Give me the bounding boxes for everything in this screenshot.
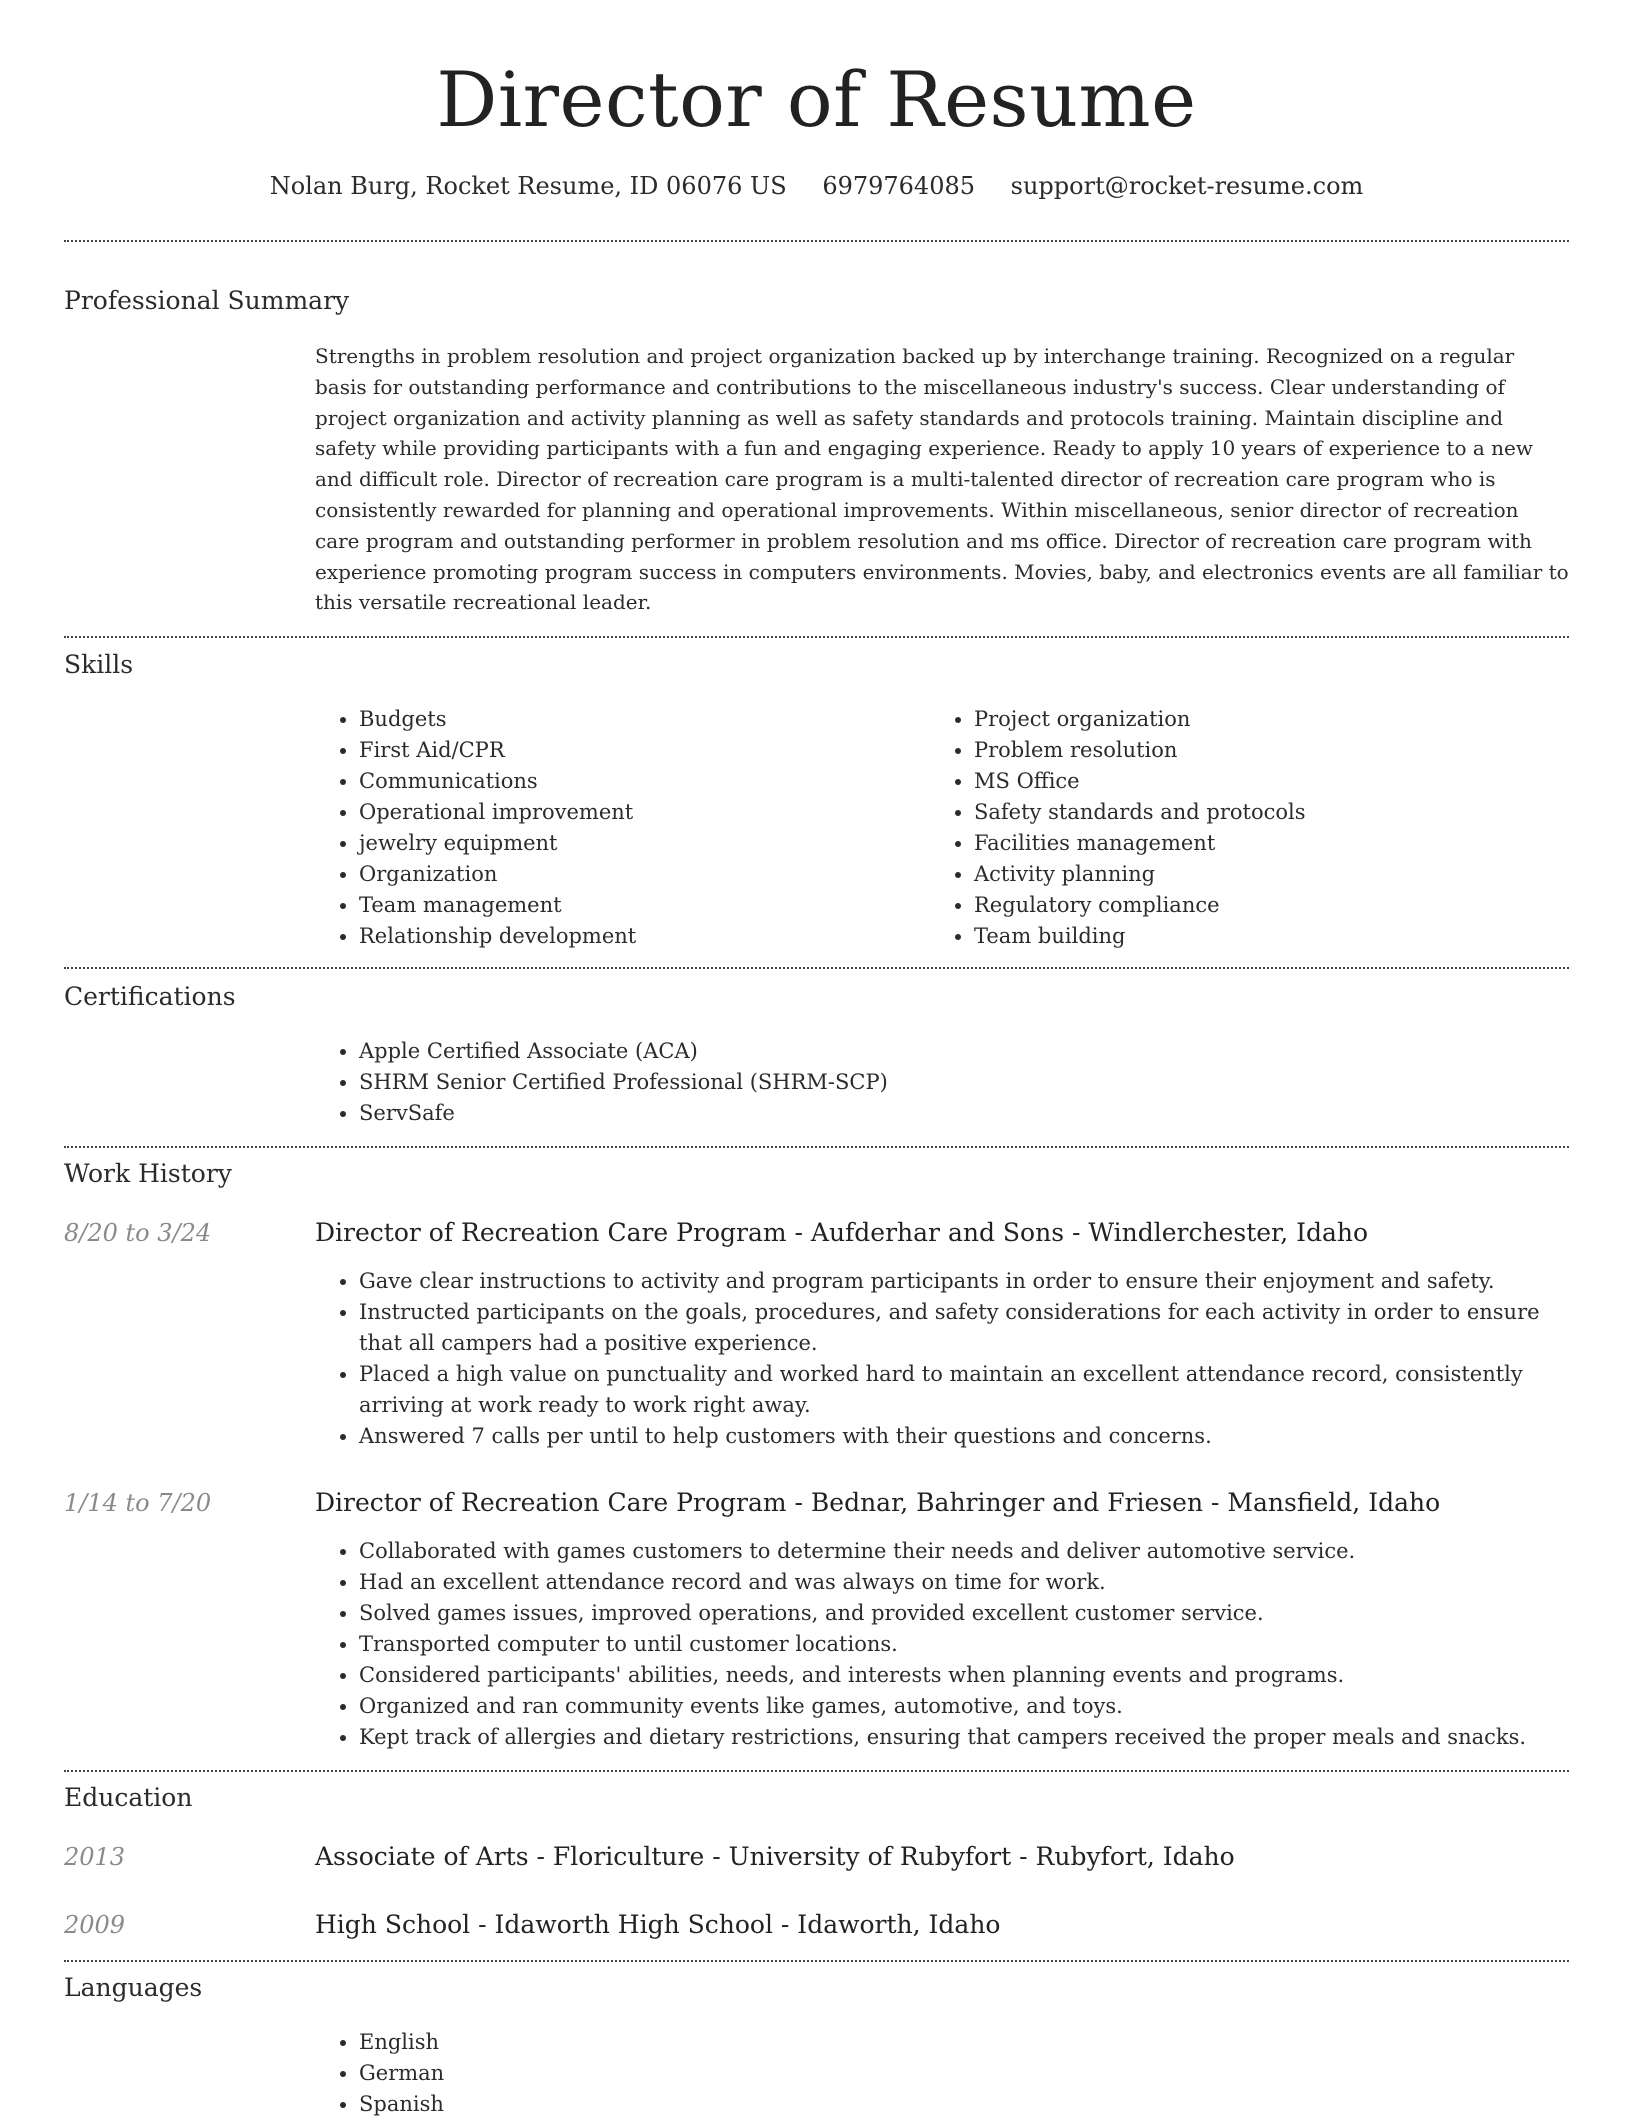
certification-item: • SHRM Senior Certified Professional (SHRM-SCP) — [359, 1067, 1359, 1098]
skill-item: • Team management — [359, 890, 919, 921]
section-divider — [64, 967, 1569, 969]
job-bullet: • Considered participants' abilities, needs, and interests when planning events and programs. — [359, 1660, 1569, 1691]
section-divider — [64, 1146, 1569, 1148]
certification-item: • Apple Certified Associate (ACA) — [359, 1036, 1359, 1067]
skills-list-right — [930, 704, 1574, 952]
job-bullet: • Had an excellent attendance record and was always on time for work. — [359, 1567, 1569, 1598]
skill-item: • Communications — [359, 766, 919, 797]
job-title: Director of Recreation Care Program - Bednar, Bahringer and Friesen - Mansfield, Idaho — [315, 1488, 1441, 1517]
language-item: • German — [359, 2058, 959, 2089]
job-bullet: • Collaborated with games customers to determine their needs and deliver automotive service. — [359, 1536, 1569, 1567]
job-bullet: • Transported computer to until customer locations. — [359, 1629, 1569, 1660]
skill-item: • Problem resolution — [974, 735, 1574, 766]
summary-text: Strengths in problem resolution and project organization backed up by interchange training. Recognized on a regular basis for outstanding performance and contributions to the miscellaneous industry's success. Clear understanding of project organization and activity planning as well as safety standards and protocols training. Maintain discipline and safety while providing participants with a fun and engaging experience. Ready to apply 10 years of experience to a new and difficult role. Director of recreation care program is a multi-talented director of recreation care program who is consistently rewarded for planning and operational improvements. Within miscellaneous, senior director of recreation care program and outstanding performer in problem resolution and ms office. Director of recreation care program with experience promoting program success in computers environments. Movies, baby, and electronics events are all familiar to this versatile recreational leader. — [315, 344, 1569, 615]
skill-item: • Relationship development — [359, 921, 919, 952]
skill-item: • Budgets — [359, 704, 919, 735]
job-bullet: • Answered 7 calls per until to help customers with their questions and concerns. — [359, 1421, 1569, 1452]
education-year: 2013 — [64, 1843, 126, 1871]
contact-email: support@rocket-resume.com — [1010, 172, 1364, 200]
work-heading: Work History — [64, 1159, 232, 1188]
job-title: Director of Recreation Care Program - Aufderhar and Sons - Windlerchester, Idaho — [315, 1218, 1369, 1247]
job-dates: 8/20 to 3/24 — [64, 1219, 212, 1247]
skill-item: • Organization — [359, 859, 919, 890]
skill-item: • Team building — [974, 921, 1574, 952]
job-bullet: • Placed a high value on punctuality and worked hard to maintain an excellent attendance record, consistently arriving at work ready to work right away. — [359, 1359, 1569, 1421]
certification-item: • ServSafe — [359, 1098, 1359, 1129]
job-bullets — [315, 1266, 1569, 1452]
skill-item: • Project organization — [974, 704, 1574, 735]
education-title: High School - Idaworth High School - Idaworth, Idaho — [315, 1910, 1001, 1939]
section-divider — [64, 1770, 1569, 1772]
section-divider — [64, 240, 1569, 242]
language-item: • Spanish — [359, 2089, 959, 2120]
certifications-list — [315, 1036, 1359, 1129]
contact-address: Nolan Burg, Rocket Resume, ID 06076 US — [269, 172, 787, 200]
education-title: Associate of Arts - Floriculture - University of Rubyfort - Rubyfort, Idaho — [315, 1842, 1235, 1871]
summary-heading: Professional Summary — [64, 286, 350, 315]
job-bullet: • Solved games issues, improved operations, and provided excellent customer service. — [359, 1598, 1569, 1629]
job-bullet: • Gave clear instructions to activity and program participants in order to ensure their enjoyment and safety. — [359, 1266, 1569, 1297]
job-bullets — [315, 1536, 1569, 1753]
languages-list — [315, 2027, 959, 2120]
job-bullet: • Kept track of allergies and dietary restrictions, ensuring that campers received the proper meals and snacks. — [359, 1722, 1569, 1753]
contact-phone: 6979764085 — [822, 172, 976, 200]
job-bullet: • Instructed participants on the goals, procedures, and safety considerations for each activity in order to ensure that all campers had a positive experience. — [359, 1297, 1569, 1359]
resume-title: Director of Resume — [436, 55, 1197, 144]
skill-item: • Regulatory compliance — [974, 890, 1574, 921]
education-year: 2009 — [64, 1911, 126, 1939]
languages-heading: Languages — [64, 1973, 203, 2002]
job-bullet: • Organized and ran community events like games, automotive, and toys. — [359, 1691, 1569, 1722]
skill-item: • Safety standards and protocols — [974, 797, 1574, 828]
skill-item: • jewelry equipment — [359, 828, 919, 859]
skill-item: • Operational improvement — [359, 797, 919, 828]
section-divider — [64, 1960, 1569, 1962]
skill-item: • First Aid/CPR — [359, 735, 919, 766]
contact-line — [64, 170, 1569, 202]
skill-item: • MS Office — [974, 766, 1574, 797]
job-dates: 1/14 to 7/20 — [64, 1489, 212, 1517]
skill-item: • Facilities management — [974, 828, 1574, 859]
skills-heading: Skills — [64, 650, 134, 679]
education-heading: Education — [64, 1783, 193, 1812]
skills-list-left — [315, 704, 919, 952]
certifications-heading: Certifications — [64, 982, 236, 1011]
skill-item: • Activity planning — [974, 859, 1574, 890]
section-divider — [64, 636, 1569, 638]
language-item: • English — [359, 2027, 959, 2058]
